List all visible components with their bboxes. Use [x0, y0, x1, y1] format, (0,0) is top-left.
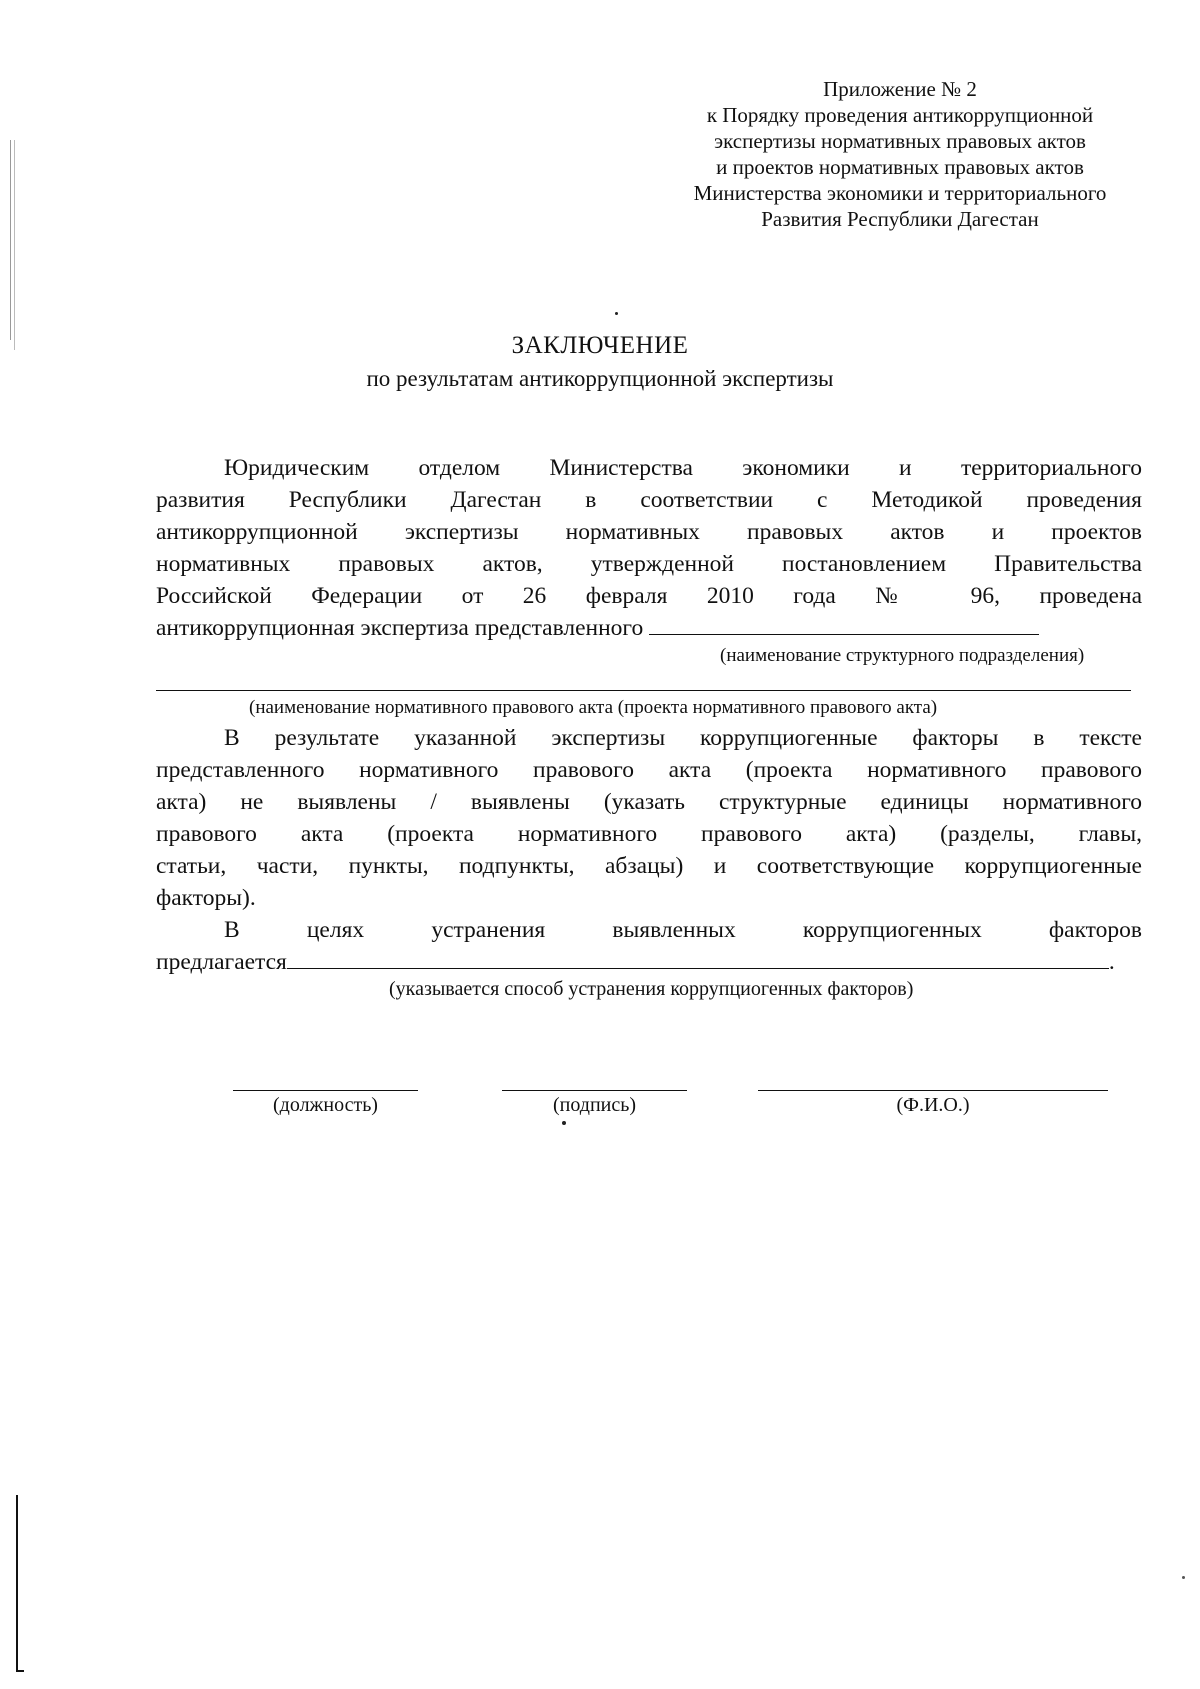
text-line: факторы). [156, 885, 256, 911]
caption-position: (должность) [273, 1094, 378, 1116]
text-line: предлагается . [156, 949, 1115, 975]
appendix-line: и проектов нормативных правовых актов [716, 155, 1084, 179]
scan-edge-mark [10, 140, 11, 340]
text-line-start: предлагается [156, 949, 287, 975]
paragraph-result [156, 722, 1142, 914]
paragraph-proposal [156, 914, 1142, 978]
text-line [156, 612, 1142, 644]
text-line: В целях устранения выявленных коррупциогенных факторов [224, 917, 1142, 943]
caption-full-name: (Ф.И.О.) [896, 1094, 970, 1116]
full-name-signature-line[interactable] [758, 1090, 1108, 1091]
position-signature-line[interactable] [233, 1090, 418, 1091]
appendix-line: экспертизы нормативных правовых актов [714, 129, 1086, 153]
proposal-blank[interactable] [287, 968, 1109, 969]
text-line: В результате указанной экспертизы коррупциогенные факторы в тексте [224, 725, 1142, 751]
appendix-line: к Порядку проведения антикоррупционной [706, 103, 1094, 127]
act-name-blank[interactable] [156, 690, 1131, 691]
scan-speck [615, 312, 618, 315]
text-line: правового акта (проекта нормативного правового акта) (разделы, главы, [156, 821, 1142, 847]
appendix-line: Развития Республики Дагестан [761, 207, 1039, 231]
scan-speck [1182, 1576, 1185, 1579]
scan-edge-mark [14, 140, 15, 350]
text-line: нормативных правовых актов, утвержденной постановлением Правительства [156, 551, 1142, 577]
text-line: акта) не выявлены / выявлены (указать структурные единицы нормативного [156, 789, 1142, 815]
scan-edge-mark [16, 1670, 24, 1672]
text-line-start: антикоррупционная экспертиза представленного [156, 615, 644, 641]
paragraph-expert-review [156, 452, 1142, 644]
text-line: развития Республики Дагестан в соответствии с Методикой проведения [156, 487, 1142, 513]
appendix-header [660, 76, 1140, 232]
appendix-line: Приложение № 2 [823, 77, 977, 101]
text-line: Юридическим отделом Министерства экономики и территориального [224, 455, 1142, 481]
caption-signature: (подпись) [552, 1094, 637, 1116]
text-line: статьи, части, пункты, подпункты, абзацы) и соответствующие коррупциогенные [156, 853, 1142, 879]
scan-edge-mark [16, 1495, 18, 1670]
scan-speck [562, 1121, 566, 1125]
structural-unit-blank[interactable] [649, 634, 1039, 635]
appendix-line: Министерства экономики и территориального [693, 181, 1107, 205]
signature-line[interactable] [502, 1090, 687, 1091]
caption-act-name: (наименование нормативного правового акта (проекта нормативного правового акта) [249, 697, 938, 718]
text-line: представленного нормативного правового акта (проекта нормативного правового [156, 757, 1142, 783]
document-title: ЗАКЛЮЧЕНИЕ [511, 332, 689, 359]
text-line: Российской Федерации от 26 февраля 2010 года № 96, проведена [156, 583, 1142, 609]
document-subtitle: по результатам антикоррупционной экспертизы [366, 366, 834, 391]
caption-proposal: (указывается способ устранения коррупциогенных факторов) [389, 978, 914, 1000]
text-line: антикоррупционной экспертизы нормативных правовых актов и проектов [156, 519, 1142, 545]
caption-structural-unit: (наименование структурного подразделения) [720, 645, 1085, 666]
